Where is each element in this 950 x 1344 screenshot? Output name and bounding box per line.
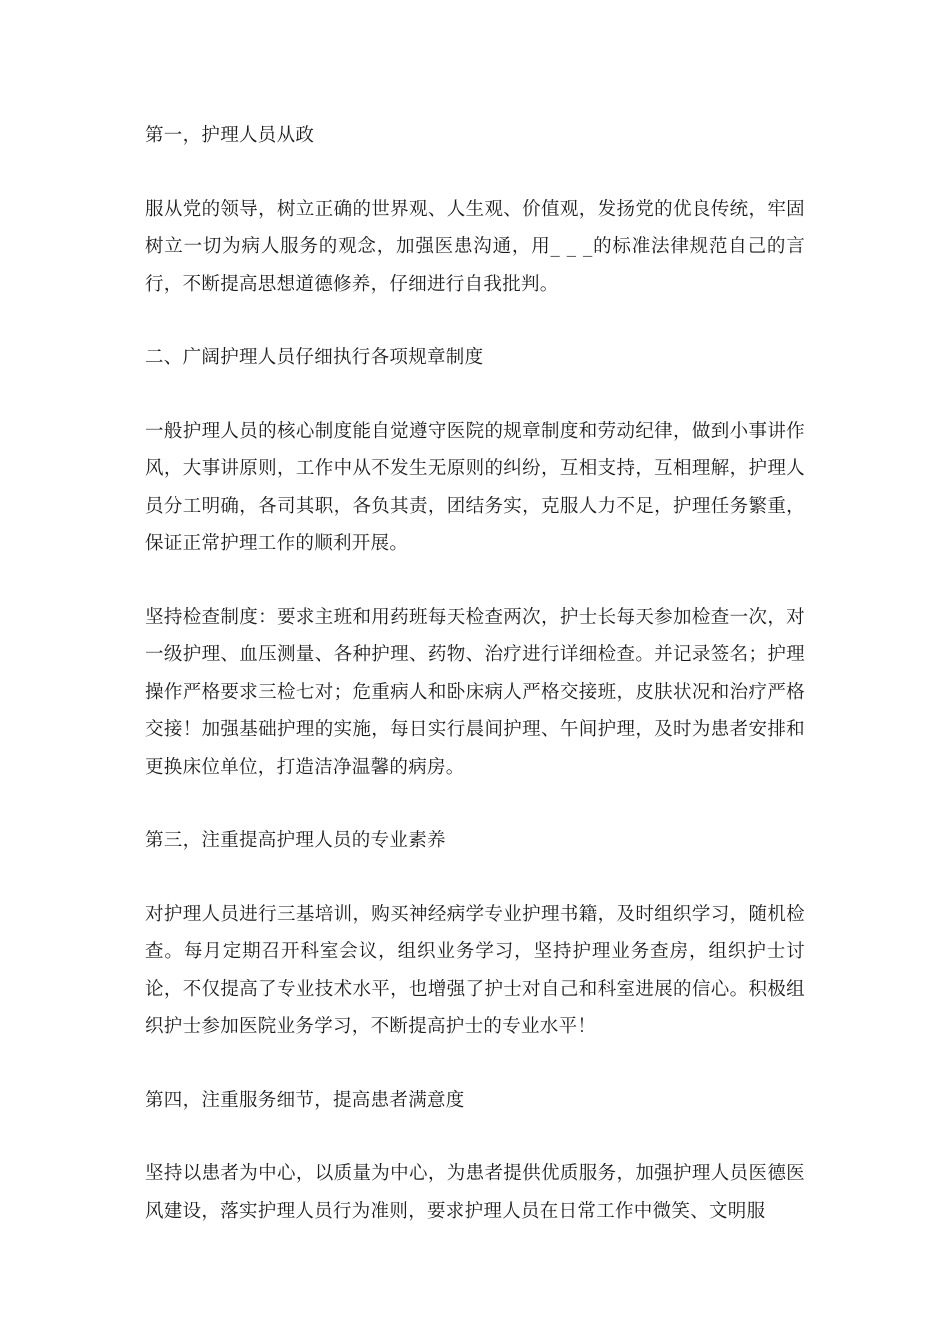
section-heading-2: 二、广阔护理人员仔细执行各项规章制度 <box>145 347 484 368</box>
paragraph-5: 坚持以患者为中心，以质量为中心，为患者提供优质服务，加强护理人员医德医风建设，落实护理人员行为准则，要求护理人员在日常工作中微笑、文明服 <box>145 1163 805 1222</box>
document-body <box>145 117 805 1266</box>
paragraph-3: 坚持检查制度：要求主班和用药班每天检查两次，护士长每天参加检查一次，对一级护理、血压测量、各种护理、药物、治疗进行详细检查。并记录签名；护理操作严格要求三检七对；危重病人和卧床病人严格交接班，皮肤状况和治疗严格交接！加强基础护理的实施，每日实行晨间护理、午间护理，及时为患者安排和更换床位单位，打造洁净温馨的病房。 <box>145 606 805 778</box>
section-heading-3: 第三，注重提高护理人员的专业素养 <box>145 830 446 851</box>
section-heading-1: 第一，护理人员从政 <box>145 125 315 146</box>
paragraph-2: 一般护理人员的核心制度能自觉遵守医院的规章制度和劳动纪律，做到小事讲作风，大事讲原则，工作中从不发生无原则的纠纷，互相支持，互相理解，护理人员分工明确，各司其职，各负其责，团结务实，克服人力不足，护理任务繁重，保证正常护理工作的顺利开展。 <box>145 420 805 554</box>
section-heading-4: 第四，注重服务细节，提高患者满意度 <box>145 1089 465 1111</box>
paragraph-1: 服从党的领导，树立正确的世界观、人生观、价值观，发扬党的优良传统，牢固树立一切为病人服务的观念，加强医患沟通，用_ _ _的标准法律规范自己的言行，不断提高思想道德修养，仔细进行自我批判。 <box>145 198 805 295</box>
paragraph-4: 对护理人员进行三基培训，购买神经病学专业护理书籍，及时组织学习，随机检查。每月定期召开科室会议，组织业务学习，坚持护理业务查房，组织护士讨论，不仅提高了专业技术水平，也增强了护士对自己和科室进展的信心。积极组织护士参加医院业务学习，不断提高护士的专业水平！ <box>145 903 805 1037</box>
